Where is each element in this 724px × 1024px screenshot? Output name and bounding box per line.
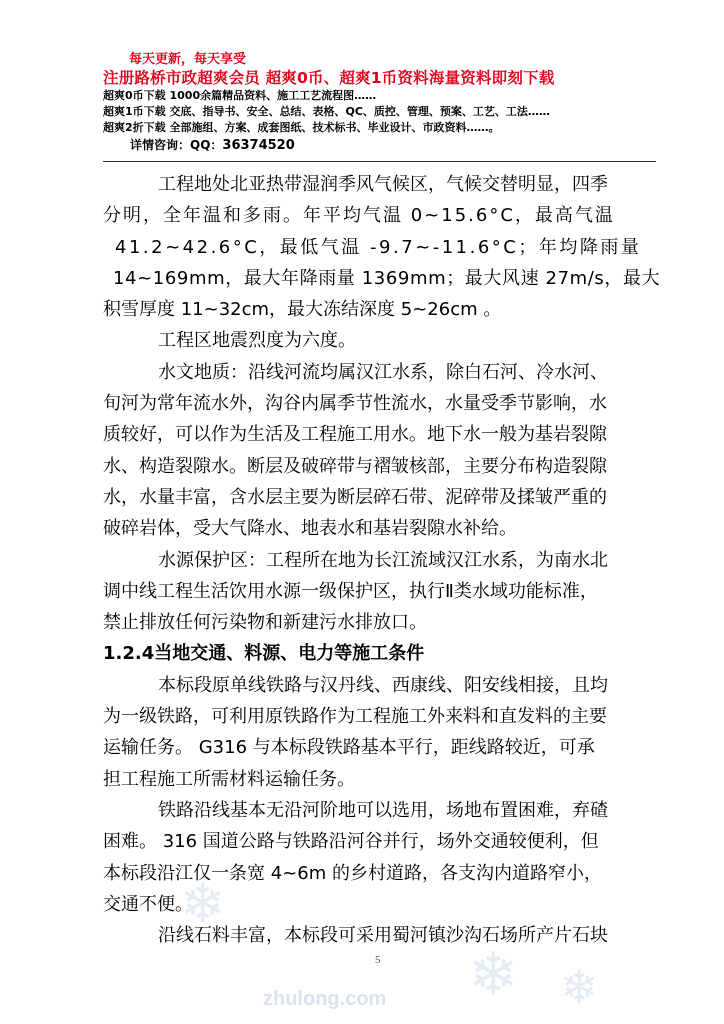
climate-line: 工程地处北亚热带湿润季风气候区，气候交替明显，四季 [158,174,608,195]
promo-slogan: 每天更新，每天享受 [129,52,247,67]
climate-line: 积雪厚度 11~32cm，最大冻结深度 5~26cm 。 [103,299,502,321]
hydro-line: 水，水量丰富，含水层主要为断层碎石带、泥碎带及揉皱严重的 [103,486,607,508]
promo-line-3: 超爽2折下载 全部施组、方案、成套图纸、技术标书、毕业设计、市政资料……。 [103,121,500,134]
page-number: 5 [375,954,381,966]
traffic-line: 运输任务。 G316 与本标段铁路基本平行，距线路较近，可承 [103,737,595,759]
traffic-line: 为一级铁路，可利用原铁路作为工程施工外来料和直发料的主要 [103,706,607,728]
hydro-line: 质较好，可以作为生活及工程施工用水。地下水一般为基岩裂隙 [103,424,607,446]
hydro-line: 水文地质：沿线河流均属汉江水系，除白石河、冷水河、 [158,361,608,383]
promo-contact [130,136,663,155]
header-divider [103,161,656,162]
snowflake-watermark-icon: ❄ [180,872,226,935]
climate-line: 分明，全年温和多雨。年平均气温 0~15.6°C，最高气温 [103,205,615,227]
hydro-line: 旬河为常年流水外，沟谷内属季节性流水，水量受季节影响，水 [103,393,607,415]
stone-line: 沿线石料丰富，本标段可采用蜀河镇沙沟石场所产片石块 [158,925,608,947]
promo-title: 注册路桥市政超爽会员 超爽0币、超爽1币资料海量资料即刻下载 [103,69,555,87]
contact-label: 详情咨询：QQ： [130,138,223,152]
railway-line: 铁路沿线基本无沿河阶地可以选用，场地布置困难，弃碴 [158,799,608,821]
protect-line: 调中线工程生活饮用水源一级保护区，执行Ⅱ类水域功能标准， [103,580,598,602]
snowflake-watermark-icon: ❄ [560,960,599,1014]
document-body [103,169,661,951]
promo-line-2: 超爽1币下载 交底、指导书、安全、总结、表格、QC、质控、管理、预案、工艺、工法…… [103,105,550,118]
hydro-line: 破碎岩体，受大气降水、地表水和基岩裂隙水补给。 [103,518,517,540]
hydro-line: 水、构造裂隙水。断层及破碎带与褶皱核部，主要分布构造裂隙 [103,455,607,477]
section-heading: 1.2.4当地交通、料源、电力等施工条件 [103,643,425,665]
contact-qq: 36374520 [222,138,295,153]
seismic-paragraph: 工程区地震烈度为六度。 [158,330,356,352]
traffic-line: 担工程施工所需材料运输任务。 [103,768,355,790]
climate-line: 41.2~42.6°C，最低气温 -9.7~-11.6°C；年均降雨量 [115,236,642,258]
traffic-line: 本标段原单线铁路与汉丹线、西康线、阳安线相接，且均 [158,674,608,696]
protect-line: 禁止排放任何污染物和新建污水排放口。 [103,612,427,634]
railway-line: 困难。 316 国道公路与铁路沿河谷并行，场外交通较便利，但 [103,831,599,853]
protect-line: 水源保护区：工程所在地为长江流域汉江水系，为南水北 [158,549,608,571]
promo-line-1: 超爽0币下载 1000余篇精品资料、施工工艺流程图…… [103,89,377,102]
climate-line: 14~169mm，最大年降雨量 1369mm；最大风速 27m/s，最大 [113,267,661,289]
promo-header [103,52,663,155]
railway-line: 交通不便。 [103,893,193,915]
railway-line: 本标段沿江仅一条宽 4~6m 的乡村道路，各支沟内道路窄小， [103,862,602,884]
site-watermark: zhulong.com [263,988,387,1010]
snowflake-watermark-icon: ❄ [468,940,519,1010]
